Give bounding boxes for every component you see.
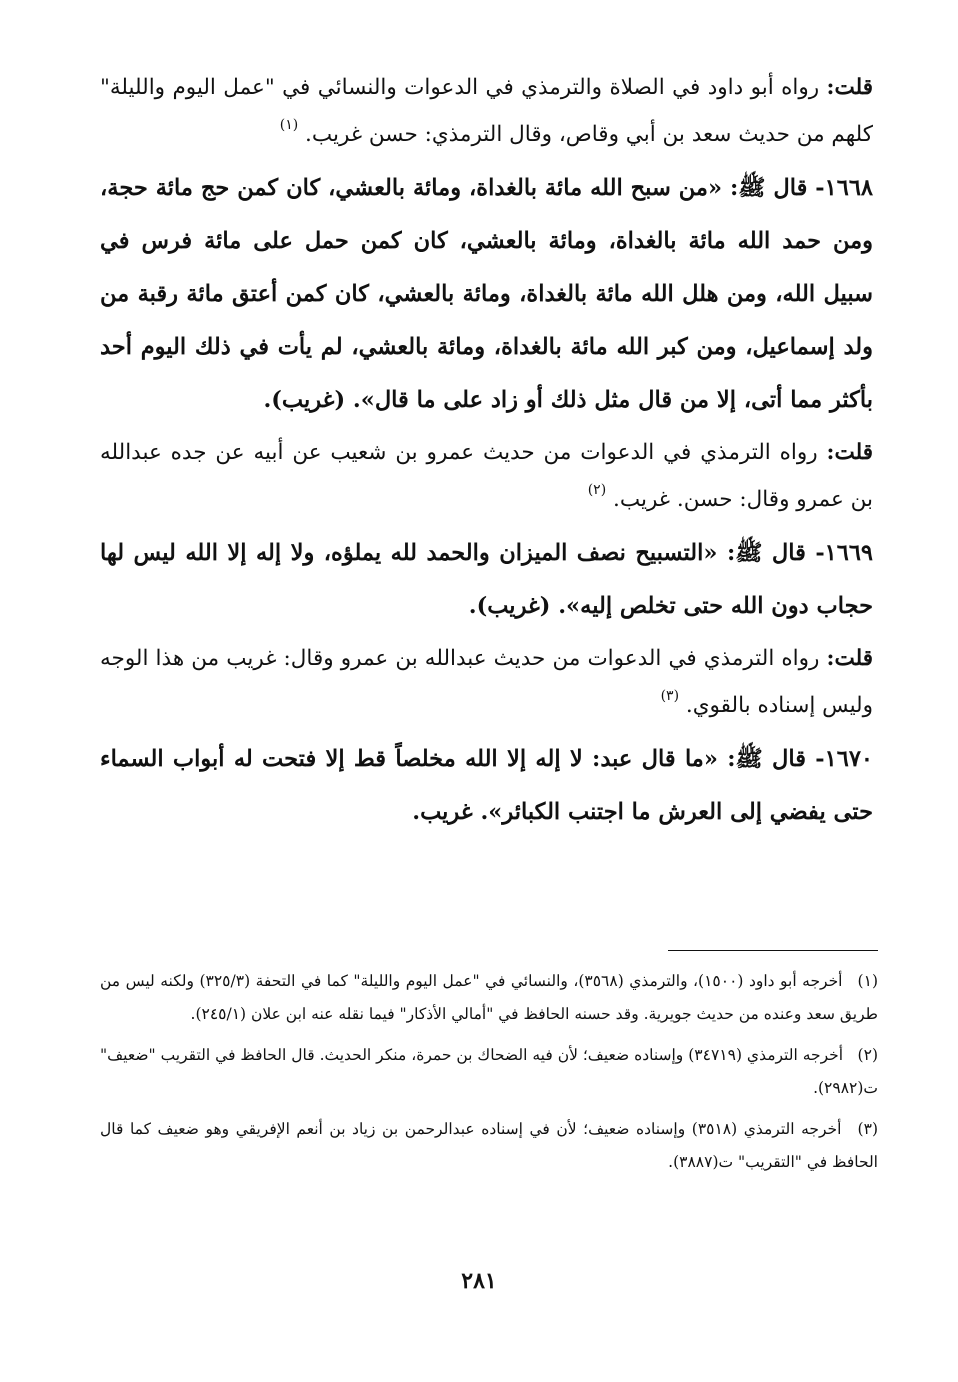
footnote-ref: (١) [279, 117, 299, 133]
commentary-text: رواه أبو داود في الصلاة والترمذي في الدعوات والنسائي في "عمل اليوم والليلة" كلهم من حديث سعد بن أبي وقاص، وقال الترمذي: حسن غريب. [100, 75, 873, 147]
commentary-paragraph [100, 635, 873, 729]
hadith-1670: ١٦٧٠- قال ﷺ: «ما قال عبد: لا إله إلا الله مخلصاً قط إلا فتحت له أبواب السماء حتى يفضي إلى العرش ما اجتنب الكبائر». غريب. [100, 746, 873, 825]
footnote-ref: (٣) [660, 688, 680, 704]
footnote-number: (١) [857, 972, 878, 990]
footnote-text: أخرجه الترمذي (٣٤٧١٩) وإسناده ضعيف؛ لأن فيه الضحاك بن حمرة، منكر الحديث. قال الحافظ في التقريب "ضعيف" ت(٢٩٨٢). [100, 1046, 878, 1097]
footnote-separator [668, 950, 878, 951]
qultu-label: قلت: [826, 440, 873, 465]
commentary-text: رواه الترمذي في الدعوات من حديث عبدالله بن عمرو وقال: غريب من هذا الوجه وليس إسناده بالقوي. [100, 646, 873, 718]
page-number: ٢٨١ [461, 1268, 497, 1294]
footnote-number: (٣) [857, 1120, 878, 1138]
footnote-text: أخرجه الترمذي (٣٥١٨) وإسناده ضعيف؛ لأن في إسناده عبدالرحمن بن زياد بن أنعم الإفريقي وهو ضعيف كما قال الحافظ في "التقريب" ت(٣٨٨٧). [100, 1120, 878, 1171]
footnote-number: (٢) [857, 1046, 878, 1064]
footnote-text: أخرجه أبو داود (١٥٠٠)، والترمذي (٣٥٦٨)، والنسائي في "عمل اليوم والليلة" كما في التحفة (٣٢٥/٣) ولكنه ليس من طريق سعد وعنده من حديث جويرية. وقد حسنه الحافظ في "أمالي الأذكار" فيما نقله عنه ابن علان (٢٤٥/١). [100, 972, 878, 1023]
main-text [100, 64, 873, 841]
footnote-2 [100, 1039, 878, 1105]
commentary-text: رواه الترمذي في الدعوات من حديث عمرو بن شعيب عن أبيه عن جده عبدالله بن عمرو وقال: حسن. غريب. [100, 440, 873, 512]
qultu-label: قلت: [826, 646, 873, 671]
commentary-paragraph [100, 64, 873, 158]
footnotes [100, 965, 878, 1187]
commentary-paragraph [100, 429, 873, 523]
footnote-ref: (٢) [587, 482, 607, 498]
footnote-3 [100, 1113, 878, 1179]
hadith-1668: ١٦٦٨- قال ﷺ: «من سبح الله مائة بالغداة، ومائة بالعشي، كان كمن حج مائة حجة، ومن حمد الله مائة بالغداة، ومائة بالعشي، كان كمن حمل على مائة فرس في سبيل الله، ومن هلل الله مائة بالغداة، ومائة بالعشي، كان كمن أعتق مائة رقبة من ولد إسماعيل، ومن كبر الله مائة بالغداة، ومائة بالعشي، لم يأت في ذلك اليوم أحد بأكثر مما أتى، إلا من قال مثل ذلك أو زاد على ما قال». (غريب). [100, 175, 873, 413]
hadith-1669: ١٦٦٩- قال ﷺ: «التسبيح نصف الميزان والحمد لله يملؤه، ولا إله إلا الله ليس لها حجاب دون الله حتى تخلص إليه». (غريب). [100, 540, 873, 619]
footnote-1 [100, 965, 878, 1031]
qultu-label: قلت: [826, 75, 873, 100]
